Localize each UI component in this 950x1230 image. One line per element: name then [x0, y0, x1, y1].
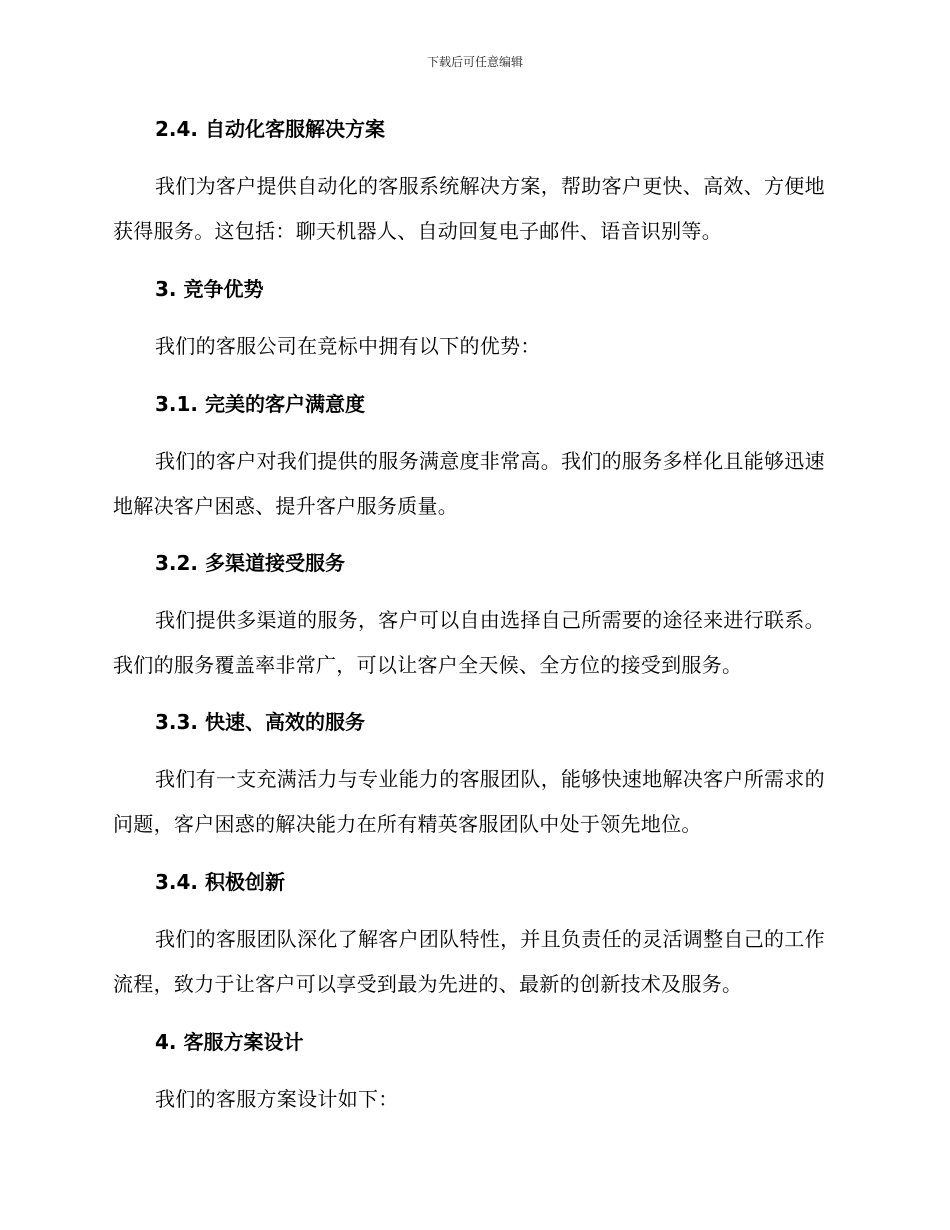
- section-heading-3: 3. 竞争优势: [155, 277, 264, 301]
- paragraph-innovation: 我们的客服团队深化了解客户团队特性，并且负责任的灵活调整自己的工作流程，致力于让客户可以享受到最为先进的、最新的创新技术及服务。: [113, 927, 825, 996]
- section-heading-3-1: 3.1. 完美的客户满意度: [155, 392, 365, 416]
- section-heading-4: 4. 客服方案设计: [155, 1030, 304, 1054]
- paragraph-multichannel: 我们提供多渠道的服务，客户可以自由选择自己所需要的途径来进行联系。我们的服务覆盖率非常广，可以让客户全天候、全方位的接受到服务。: [113, 608, 825, 677]
- paragraph-design-intro: 我们的客服方案设计如下：: [155, 1087, 399, 1111]
- paragraph-satisfaction: 我们的客户对我们提供的服务满意度非常高。我们的服务多样化且能够迅速地解决客户困惑、提升客户服务质量。: [113, 449, 825, 518]
- section-heading-3-4: 3.4. 积极创新: [155, 870, 285, 894]
- section-heading-3-3: 3.3. 快速、高效的服务: [155, 710, 365, 734]
- page-header: 下载后可任意编辑: [426, 55, 523, 69]
- section-heading-2-4: 2.4. 自动化客服解决方案: [155, 117, 385, 141]
- paragraph-advantages-intro: 我们的客服公司在竞标中拥有以下的优势：: [155, 334, 541, 358]
- section-heading-3-2: 3.2. 多渠道接受服务: [155, 551, 345, 575]
- paragraph-fast-service: 我们有一支充满活力与专业能力的客服团队，能够快速地解决客户所需求的问题，客户困惑的解决能力在所有精英客服团队中处于领先地位。: [113, 767, 825, 836]
- paragraph-automation: 我们为客户提供自动化的客服系统解决方案，帮助客户更快、高效、方便地获得服务。这包括：聊天机器人、自动回复电子邮件、语音识别等。: [113, 174, 825, 243]
